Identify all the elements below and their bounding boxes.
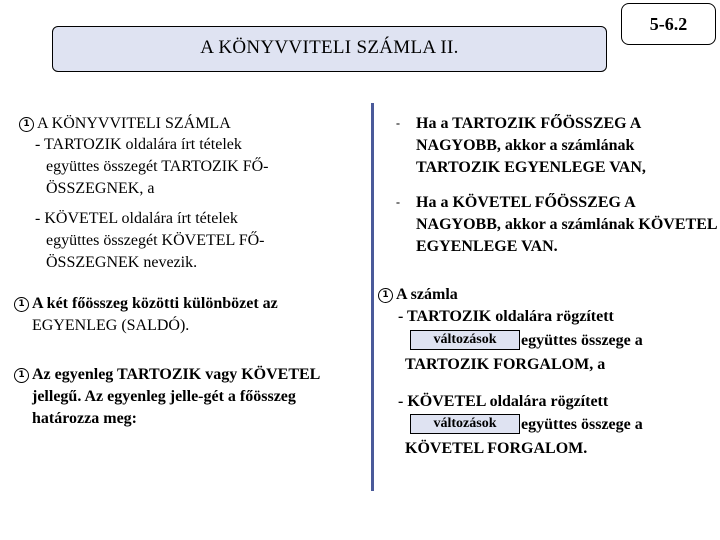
changes-highlight-2: változások: [410, 414, 520, 436]
bullet-circled-1-icon: 1: [19, 117, 34, 132]
debit-balance-line-3: TARTOZIK EGYENLEGE VAN,: [416, 159, 646, 176]
tartozik-line-3: ÖSSZEGNEK, a: [46, 180, 155, 197]
title-banner: [52, 26, 607, 72]
turnover-credit-line-3: KÖVETEL FORGALOM.: [405, 440, 588, 457]
page-title: A KÖNYVVITELI SZÁMLA II.: [200, 37, 459, 58]
kovetel-line-2: együttes összegét KÖVETEL FŐ-: [46, 232, 265, 249]
slide-code-badge: 5-6.2: [621, 3, 716, 45]
turnover-debit-line-1: - TARTOZIK oldalára rögzített: [398, 308, 614, 325]
turnover-credit-line-2: együttes összege a: [521, 416, 643, 433]
tartozik-line-1: - TARTOZIK oldalára írt tételek: [35, 136, 242, 153]
credit-balance-line-1: Ha a KÖVETEL FŐÖSSZEG A: [416, 194, 636, 211]
turnover-debit-line-2: együttes összege a: [521, 332, 643, 349]
kovetel-line-1: - KÖVETEL oldalára írt tételek: [35, 210, 238, 227]
turnover-debit-line-3: TARTOZIK FORGALOM, a: [405, 356, 606, 373]
tartozik-line-2: együttes összegét TARTOZIK FŐ-: [46, 158, 269, 175]
dash-marker: -: [396, 195, 400, 209]
balance-line-1: Az egyenleg TARTOZIK vagy KÖVETEL: [32, 366, 321, 383]
difference-line-1: A két főösszeg közötti különbözet az: [32, 295, 278, 312]
dash-marker: -: [396, 116, 400, 130]
credit-balance-line-2: NAGYOBB, akkor a számlának KÖVETEL: [416, 216, 718, 233]
account-heading: A KÖNYVVITELI SZÁMLA: [37, 115, 231, 132]
balance-line-3: határozza meg:: [32, 410, 137, 427]
bullet-circled-1-icon: 1: [378, 288, 393, 303]
bullet-circled-1-icon: 1: [14, 297, 29, 312]
column-divider: [371, 103, 374, 491]
turnover-credit-line-1: - KÖVETEL oldalára rögzített: [398, 393, 609, 410]
changes-highlight-1: változások: [410, 330, 520, 352]
bullet-circled-1-icon: 1: [14, 368, 29, 383]
kovetel-line-3: ÖSSZEGNEK nevezik.: [46, 254, 198, 271]
difference-line-2: EGYENLEG (SALDÓ).: [32, 317, 190, 334]
debit-balance-line-1: Ha a TARTOZIK FŐÖSSZEG A: [416, 115, 642, 132]
debit-balance-line-2: NAGYOBB, akkor a számlának: [416, 137, 635, 154]
credit-balance-line-3: EGYENLEGE VAN.: [416, 238, 558, 255]
balance-line-2: jellegű. Az egyenleg jelle-gét a főösszeg: [32, 388, 296, 405]
account-turnover-heading: A számla: [396, 286, 458, 303]
